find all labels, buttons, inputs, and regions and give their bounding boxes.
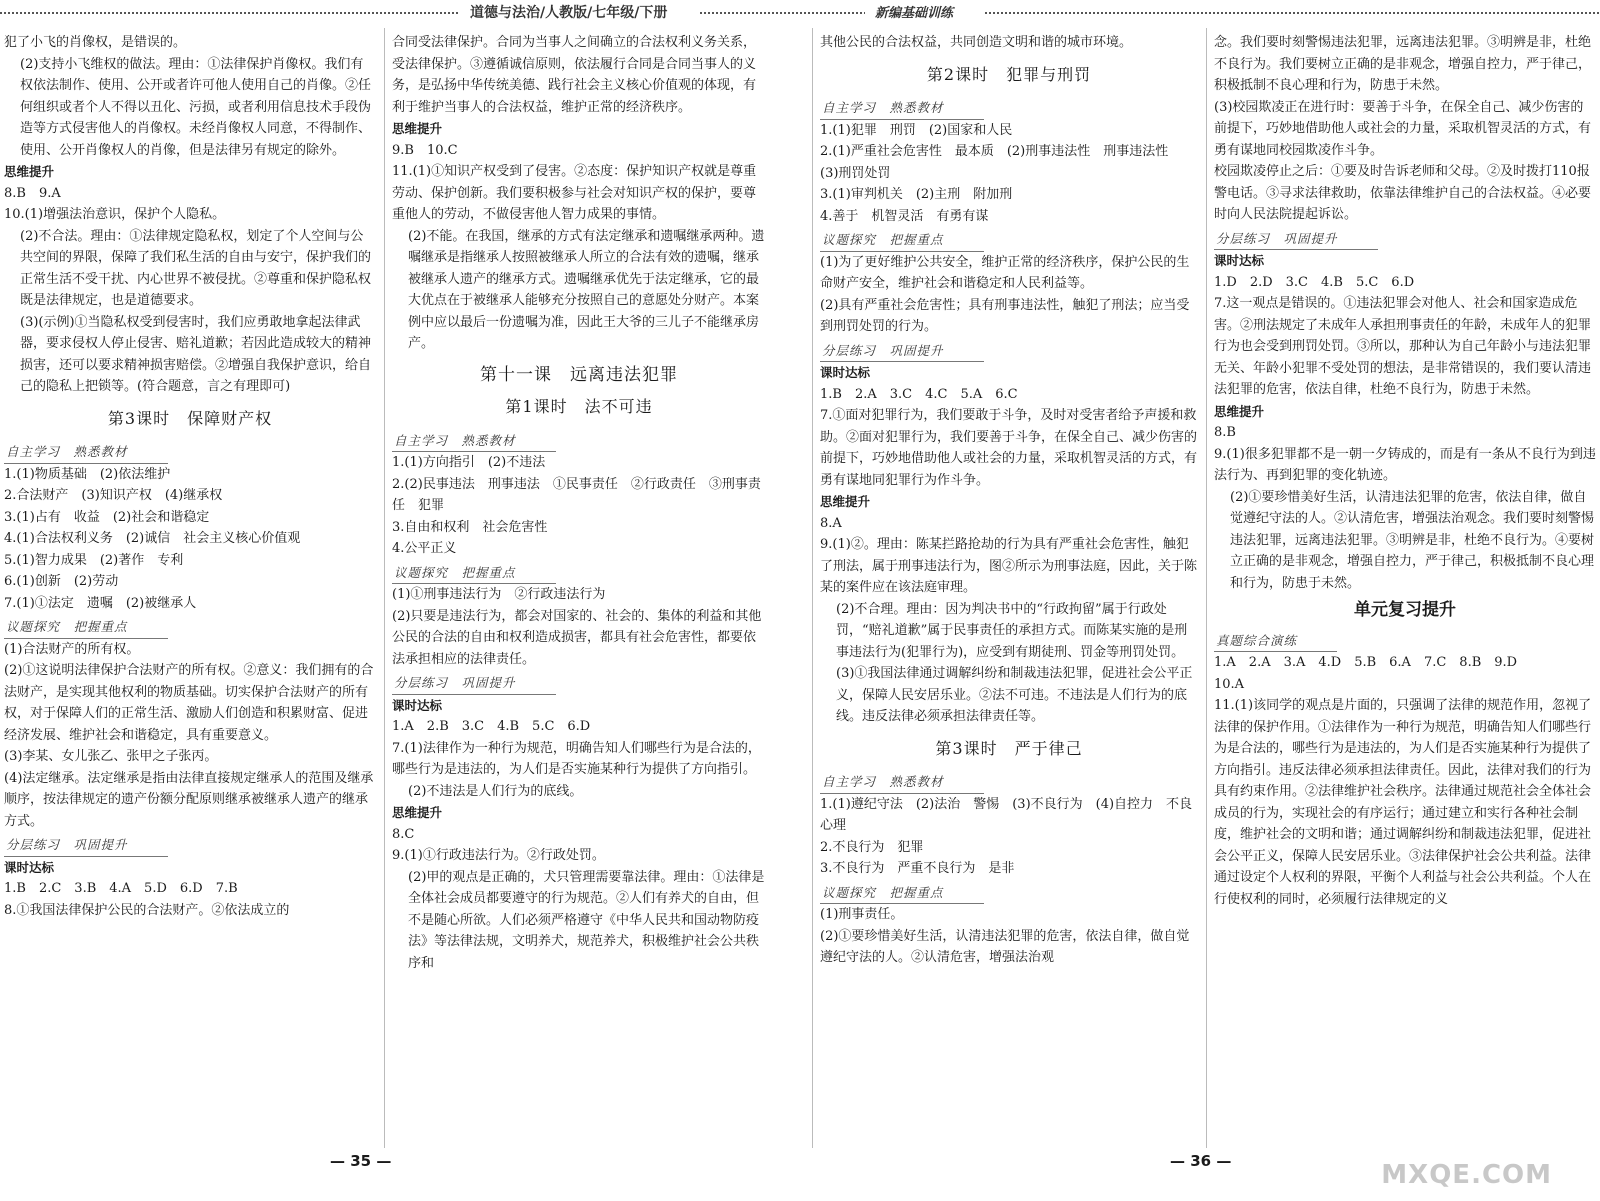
page-number-right: — 36 —	[1170, 1152, 1232, 1170]
subsection-heading: 课时达标	[4, 859, 55, 875]
answer-line: (4)法定继承。法定继承是指由法律直接规定继承人的范围及继承顺序，按法律规定的遗产份额分配原则继承被继承人遗产的继承方式。	[4, 770, 374, 829]
answer-line: 8.B 9.A	[4, 185, 61, 201]
answer-line: (1)为了更好维护公共安全，维护正常的经济秩序，保护公民的生命财产安全，维护社会和谐稳定和人民利益等。	[820, 254, 1190, 291]
section-label-row	[1214, 226, 1596, 251]
answer-line: 校园欺凌停止之后：①要及时告诉老师和父母。②及时拨打110报警电话。③寻求法律救助，依靠法律维护自己的合法权益。④必要时向人民法院提起诉讼。	[1214, 164, 1592, 222]
answer-line: 1.D 2.D 3.C 4.B 5.C 6.D	[1214, 274, 1415, 290]
column-4	[1214, 32, 1596, 1144]
section-label-row	[820, 95, 1198, 120]
answer-line: (1)合法财产的所有权。	[4, 641, 140, 657]
answer-line: 2.(2)民事违法 刑事违法 ①民事责任 ②行政责任 ③刑事责任 犯罪	[392, 476, 761, 513]
subsection-heading: 思维提升	[820, 494, 871, 509]
answer-paragraph: (2)①要珍惜美好生活，认清违法犯罪的危害，依法自律，做自觉遵纪守法的人。②认清危害，增强法治观念。我们要时刻警惕违法犯罪，远离违法犯罪。③明辨是非，杜绝不良行为。④要树立正确的是非观念，增强自控力，严于律己，积极抵制不良心理和行为，防患于未然。	[1230, 489, 1595, 591]
answer-line: 其他公民的合法权益，共同创造文明和谐的城市环境。	[820, 35, 1133, 50]
answer-line: 7.这一观点是错误的。①违法犯罪会对他人、社会和国家造成危害。②刑法规定了未成年人承担刑事责任的年龄，未成年人的犯罪行为也会受到刑罚处罚。③所以，那种认为自己年龄小与违法犯罪无关、年龄小犯罪不受处罚的想法，是非常错误的，我们要认清违法犯罪的危害，依法自律，杜绝不良行为，防患于未然。	[1214, 296, 1592, 397]
answer-line: 1.(1)物质基础 (2)依法维护	[4, 466, 171, 482]
subsection-heading: 思维提升	[392, 121, 443, 136]
book-title: 道德与法治/人教版/七年级/下册	[470, 5, 668, 21]
subsection-heading: 思维提升	[1214, 403, 1265, 419]
answer-line: 3.(1)占有 收益 (2)社会和谐稳定	[4, 509, 210, 525]
answer-line: 合同受法律保护。合同为当事人之间确立的合法权利义务关系，受法律保护。③遵循诚信原则，依法履行合同是合同当事人的义务，是弘扬中华传统美德、践行社会主义核心价值观的体现，有利于维护当事人的合法权益，维护正常的经济秩序。	[392, 35, 757, 115]
answer-line: 9.(1)②。理由：陈某拦路抢劫的行为具有严重社会危害性，触犯了刑法，属于刑事违法行为，图②所示为刑事法庭，因此，关于陈某的案件应在该法庭审理。	[820, 537, 1198, 595]
section-label: 真题综合演练	[1214, 630, 1337, 653]
section-label-row	[4, 614, 376, 639]
answer-paragraph: (2)支持小飞维权的做法。理由：①法律保护肖像权。我们有权依法制作、使用、公开或者许可他人使用自己的肖像。②任何组织或者个人不得以丑化、污损，或者利用信息技术手段伪造等方式侵害他人的肖像权。未经肖像权人同意，不得制作、使用、公开肖像权人的肖像，但是法律另有规定的除外。	[20, 56, 372, 158]
column-1	[4, 32, 376, 1144]
answer-paragraph: (2)不能。在我国，继承的方式有法定继承和遗嘱继承两种。遗嘱继承是指继承人按照被继承人所立的合法有效的遗嘱，继承被继承人遗产的继承方式。遗嘱继承优先于法定继承，它的最大优点在于被继承人能够充分按照自己的意愿处分财产。本案例中应以最后一份遗嘱为准，因此王大爷的三儿子不能继承房产。	[408, 228, 765, 351]
answer-line: 2.(1)严重社会危害性 最本质 (2)刑事违法性 刑事违法性 (3)刑罚处罚	[820, 144, 1182, 181]
answer-line: 4.(1)合法权利义务 (2)诚信 社会主义核心价值观	[4, 531, 301, 546]
section-label-row	[820, 880, 1198, 905]
answer-line: 11.(1)①知识产权受到了侵害。②态度：保护知识产权就是尊重劳动、保护创新。我们要积极参与社会对知识产权的保护，要尊重他人的劳动，不做侵害他人智力成果的事情。	[392, 164, 757, 222]
answer-line: (2)①要珍惜美好生活，认清违法犯罪的危害，依法自律，做自觉遵纪守法的人。②认清危害，增强法治观	[820, 928, 1190, 965]
lesson-title: 第2课时 犯罪与刑罚	[926, 64, 1092, 84]
answer-line: 4.善于 机智灵活 有勇有谋	[820, 208, 989, 224]
header-rule-right	[985, 12, 1600, 14]
header-rule-left	[0, 12, 460, 14]
answer-line: (2)①这说明法律保护合法财产的所有权。②意义：我们拥有的合法财产，是实现其他权利的物质基础。切实保护合法财产的所有权，对于保障人们的正常生活、激励人们创造和积累财富、促进经济发展、维护社会和谐稳定，具有重要意义。	[4, 663, 374, 743]
section-label: 议题探究 把握重点	[820, 882, 984, 905]
answer-line: 2.不良行为 犯罪	[820, 839, 924, 855]
answer-paragraph: (2)不合法。理由：①法律规定隐私权，划定了个人空间与公共空间的界限，保障了我们私生活的自由与安宁，保护我们的正常生活不受干扰、内心世界不被侵扰。②尊重和保护隐私权既是法律规定，也是道德要求。	[20, 228, 372, 308]
answer-line: (2)只要是违法行为，都会对国家的、社会的、集体的利益和其他公民的合法的自由和权利造成损害，都具有社会危害性，都要依法承担相应的法律责任。	[392, 608, 762, 667]
answer-line: (2)具有严重社会危害性；具有刑事违法性，触犯了刑法；应当受到刑罚处罚的行为。	[820, 297, 1190, 334]
answer-line: 1.A 2.A 3.A 4.D 5.B 6.A 7.C 8.B 9.D	[1214, 655, 1518, 670]
section-label: 自主学习 熟悉教材	[392, 430, 556, 453]
answer-line: 2.合法财产 (3)知识产权 (4)继承权	[4, 488, 223, 503]
column-divider	[384, 28, 385, 1148]
answer-line: 11.(1)该同学的观点是片面的，只强调了法律的规范作用，忽视了法律的保护作用。①法律作为一种行为规范，明确告知人们哪些行为是合法的，哪些行为是违法的，为人们是否实施某种行为提供了方向指引。违反法律必须承担法律责任。因此，法律对我们的行为具有约束作用。②法律维护社会秩序。法律通过规范社会全体社会成员的行为，实现社会的有序运行；通过建立和实行各种社会制度，维护社会的文明和谐；通过调解纠纷和制裁违法犯罪，促进社会公平正义，保障人民安居乐业。③法律保护社会公共利益。法律通过设定个人权利的界限，平衡个人利益与社会公共利益。个人在行使权利的同时，必须履行法律规定的义	[1214, 698, 1592, 907]
section-label-row	[392, 670, 766, 695]
page-number-left: — 35 —	[330, 1152, 392, 1170]
subsection-heading: 思维提升	[4, 164, 55, 179]
answer-paragraph: (2)不违法是人们行为的底线。	[408, 783, 583, 799]
section-label: 议题探究 把握重点	[4, 616, 168, 639]
answer-line: 6.(1)创新 (2)劳动	[4, 574, 119, 589]
section-label-row	[820, 227, 1198, 252]
section-label: 自主学习 熟悉教材	[4, 441, 168, 464]
section-label: 分层练习 巩固提升	[4, 834, 168, 857]
answer-line: 10.A	[1214, 676, 1245, 692]
section-label-row	[4, 832, 376, 857]
answer-line: 10.(1)增强法治意识，保护个人隐私。	[4, 207, 226, 222]
answer-line: (3)李某、女儿张乙、张甲之子张丙。	[4, 749, 218, 764]
section-label-row	[1214, 628, 1596, 653]
answer-line: 7.(1)法律作为一种行为规范，明确告知人们哪些行为是合法的，哪些行为是违法的，为人们是否实施某种行为提供了方向指引。	[392, 740, 761, 777]
answer-paragraph: (2)不合理。理由：因为判决书中的“行政拘留”属于行政处罚，“赔礼道歉”属于民事责任的承担方式。而陈某实施的是刑事违法行为(犯罪行为)，应受到有期徒刑、罚金等刑罚处罚。	[836, 601, 1188, 660]
page-gutter	[812, 28, 813, 1148]
section-label: 分层练习 巩固提升	[820, 340, 984, 363]
answer-line: (1)①刑事违法行为 ②行政违法行为	[392, 587, 606, 602]
lesson-title: 第1课时 法不可违	[505, 397, 653, 416]
answer-line: 8.C	[392, 826, 415, 842]
answer-line: 9.(1)很多犯罪都不是一朝一夕铸成的，而是有一条从不良行为到违法行为、再到犯罪的变化轨迹。	[1214, 446, 1596, 483]
section-label-row	[820, 338, 1198, 363]
lesson-title: 第3课时 保障财产权	[107, 408, 273, 428]
section-label: 分层练习 巩固提升	[392, 672, 556, 695]
section-label-row	[4, 439, 376, 464]
answer-line: (1)刑事责任。	[820, 907, 904, 922]
header-rule-middle	[700, 12, 865, 14]
section-label: 议题探究 把握重点	[820, 229, 984, 252]
subsection-heading: 课时达标	[820, 365, 871, 380]
unit-title: 单元复习提升	[1354, 600, 1456, 620]
answer-line: 念。我们要时刻警惕违法犯罪，远离违法犯罪。③明辨是非，杜绝不良行为。我们要树立正确的是非观念，增强自控力，严于律己，积极抵制不良心理和行为，防患于未然。	[1214, 35, 1592, 93]
answer-line: 7.①面对犯罪行为，我们要敢于斗争，及时对受害者给予声援和救助。②面对犯罪行为，我们要善于斗争，在保全自己、减少伤害的前提下，巧妙地借助他人或社会的力量，采取机智灵活的方式，有勇有谋地同犯罪行为作斗争。	[820, 408, 1198, 488]
answer-line: 1.(1)遵纪守法 (2)法治 警惕 (3)不良行为 (4)自控力 不良心理	[820, 796, 1193, 833]
section-label: 分层练习 巩固提升	[1214, 228, 1378, 251]
answer-line: 9.B 10.C	[392, 142, 458, 158]
answer-line: 3.自由和权利 社会危害性	[392, 519, 548, 535]
section-label-row	[820, 769, 1198, 794]
answer-paragraph: (3)①我国法律通过调解纠纷和制裁违法犯罪，促进社会公平正义，保障人民安居乐业。②法不可违。不违法是人们行为的底线。违反法律必须承担法律责任等。	[836, 666, 1193, 724]
subsection-heading: 课时达标	[1214, 253, 1265, 268]
column-2	[392, 32, 766, 1144]
answer-line: 8.①我国法律保护公民的合法财产。②依法成立的	[4, 902, 290, 918]
answer-line: 1.(1)方向指引 (2)不违法	[392, 455, 546, 470]
answer-line: 5.(1)智力成果 (2)著作 专利	[4, 552, 184, 568]
section-label-row	[392, 428, 766, 453]
answer-line: 1.B 2.C 3.B 4.A 5.D 6.D 7.B	[4, 881, 238, 896]
column-3	[820, 32, 1198, 1144]
section-label: 自主学习 熟悉教材	[820, 771, 984, 794]
answer-paragraph: (2)甲的观点是正确的，犬只管理需要靠法律。理由：①法律是全体社会成员都要遵守的行为规范。②人们有养犬的自由，但不是随心所欲。人们必须严格遵守《中华人民共和国动物防疫法》等法律法规，文明养犬，规范养犬，积极维护社会公共秩序和	[408, 869, 765, 971]
answer-line: 3.不良行为 严重不良行为 是非	[820, 861, 1015, 876]
answer-paragraph: (3)(示例)①当隐私权受到侵害时，我们应勇敢地拿起法律武器，要求侵权人停止侵害、赔礼道歉；若因此造成较大的精神损害，还可以要求精神损害赔偿。②增强自我保护意识，给自己的隐私上把锁等。(符合题意，言之有理即可)	[20, 314, 372, 394]
answer-line: 1.A 2.B 3.C 4.B 5.C 6.D	[392, 719, 591, 734]
answer-line: 8.B	[1214, 425, 1236, 440]
series-title: 新编基础训练	[875, 6, 954, 21]
watermark: MXQE.COM	[1381, 1160, 1552, 1190]
lesson-title: 第3课时 严于律己	[935, 738, 1083, 758]
answer-line: 7.(1)①法定 遗嘱 (2)被继承人	[4, 595, 197, 611]
answer-line: (3)校园欺凌正在进行时：要善于斗争，在保全自己、减少伤害的前提下，巧妙地借助他人或社会的力量，采取机智灵活的方式，有勇有谋地同校园欺凌作斗争。	[1214, 99, 1592, 158]
subsection-heading: 课时达标	[392, 697, 443, 713]
answer-line: 3.(1)审判机关 (2)主刑 附加刑	[820, 187, 1013, 202]
section-label-row	[392, 560, 766, 585]
answer-line: 1.B 2.A 3.C 4.C 5.A 6.C	[820, 386, 1018, 402]
answer-line: 4.公平正义	[392, 541, 457, 556]
answer-line: 1.(1)犯罪 刑罚 (2)国家和人民	[820, 122, 1013, 138]
section-label: 自主学习 熟悉教材	[820, 97, 984, 120]
answer-line: 9.(1)①行政违法行为。②行政处罚。	[392, 848, 605, 863]
answer-line: 8.A	[820, 515, 842, 531]
answer-line: 犯了小飞的肖像权，是错误的。	[4, 35, 187, 50]
section-label: 议题探究 把握重点	[392, 562, 556, 585]
subsection-heading: 思维提升	[392, 805, 443, 820]
column-divider	[1206, 28, 1207, 1148]
page-header	[0, 0, 1600, 26]
chapter-title: 第十一课 远离违法犯罪	[480, 364, 678, 385]
